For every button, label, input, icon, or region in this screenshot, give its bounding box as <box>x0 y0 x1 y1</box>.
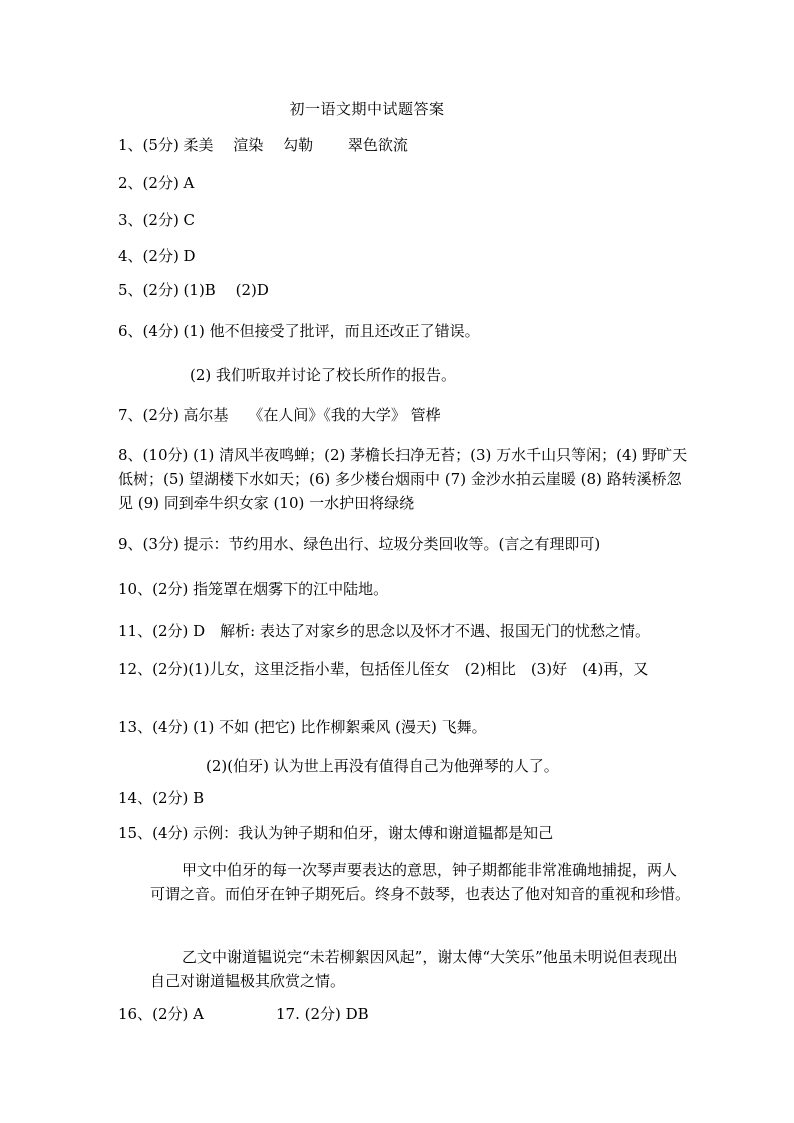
answer-15: 15、(4分) 示例：我认为钟子期和伯牙，谢太傅和谢道韫都是知己 <box>118 824 554 842</box>
answer-6-part-2: (2) 我们听取并讨论了校长所作的报告。 <box>190 366 457 384</box>
answer-15-paragraph-2: 乙文中谢道韫说完“未若柳絮因风起”，谢太傅“大笑乐”他虽未明说但表现出自己对谢道韫极其欣赏之情。 <box>150 948 678 990</box>
answer-16: 16、(2分) A <box>118 1005 204 1023</box>
answer-17: 17. (2分) DB <box>276 1005 369 1023</box>
answer-2: 2、(2分) A <box>118 174 195 192</box>
answer-14: 14、(2分) B <box>118 789 205 807</box>
answer-9: 9、(3分) 提示：节约用水、绿色出行、垃圾分类回收等。(言之有理即可) <box>118 535 601 553</box>
answer-8: 8、(10分) (1) 清风半夜鸣蝉；(2) 茅檐长扫净无苔；(3) 万水千山只等闲；(4) 野旷天低树；(5) 望湖楼下水如天；(6) 多少楼台烟雨中 (7) 金沙水拍云崖暖 (8) 路转溪桥忽见 (9) 同到牵牛织女家 (10) 一水护田将绿绕 <box>118 446 688 512</box>
answer-11: 11、(2分) D 解析: 表达了对家乡的思念以及怀才不遇、报国无门的忧愁之情。 <box>118 622 650 640</box>
answer-4: 4、(2分) D <box>118 247 196 265</box>
answer-7: 7、(2分) 高尔基 《在人间》《我的大学》 管桦 <box>118 406 441 424</box>
answer-10: 10、(2分) 指笼罩在烟雾下的江中陆地。 <box>118 580 389 598</box>
answer-6-part-1: 6、(4分) (1) 他不但接受了批评，而且还改正了错误。 <box>118 322 480 340</box>
answer-5: 5、(2分) (1)B (2)D <box>118 281 269 299</box>
answer-3: 3、(2分) C <box>118 211 196 229</box>
answer-12: 12、(2分)(1)儿女，这里泛指小辈，包括侄儿侄女 (2)相比 (3)好 (4)再，又 <box>118 660 649 678</box>
page-title: 初一语文期中试题答案 <box>289 100 445 118</box>
answer-15-paragraph-1: 甲文中伯牙的每一次琴声要表达的意思，钟子期都能非常准确地捕捉，两人可谓之音。而伯牙在钟子期死后。终身不鼓琴，也表达了他对知音的重视和珍惜。 <box>150 861 691 903</box>
answer-13-part-2: (2)(伯牙) 认为世上再没有值得自己为他弹琴的人了。 <box>206 757 559 775</box>
answer-1: 1、(5分) 柔美 渲染 勾勒 翠色欲流 <box>118 136 408 154</box>
answer-13-part-1: 13、(4分) (1) 不如 (把它) 比作柳絮乘风 (漫天) 飞舞。 <box>118 718 487 736</box>
